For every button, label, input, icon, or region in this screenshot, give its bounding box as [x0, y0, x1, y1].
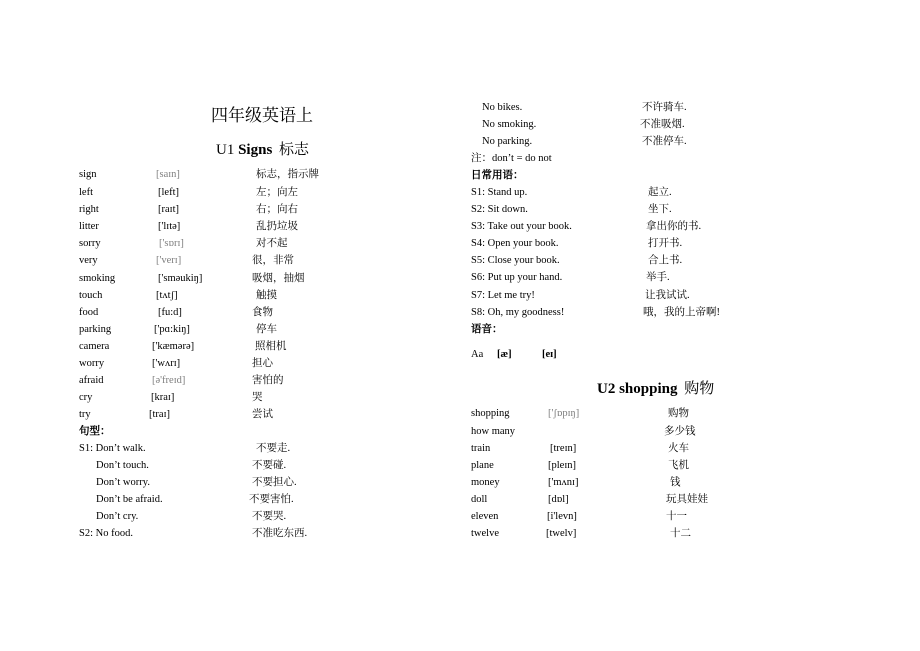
unit2-heading [597, 380, 714, 398]
pattern-en: Don’t cry. [96, 511, 139, 522]
daily-cn: 让我试试. [645, 290, 690, 301]
vocab-ipa: [fu:d] [158, 307, 182, 318]
vocab-ipa: ['pɑ:kiŋ] [154, 324, 190, 335]
vocab-word: very [79, 255, 98, 266]
vocab-ipa: ['wʌrɪ] [152, 358, 181, 369]
vocab-word: plane [471, 460, 494, 471]
daily-en: S8: Oh, my goodness! [471, 307, 565, 318]
vocab-cn: 乱扔垃圾 [256, 221, 298, 232]
vocab-cn: 很，非常 [252, 255, 294, 266]
patterns-label: 句型： [79, 426, 111, 437]
vocab-cn: 多少钱 [664, 426, 696, 437]
vocab-cn: 照相机 [255, 341, 287, 352]
vocab-word: afraid [79, 375, 104, 386]
vocab-word: touch [79, 290, 103, 301]
vocab-ipa: ['sɒrɪ] [159, 238, 184, 249]
vocab-ipa: ['sməukiŋ] [158, 273, 203, 284]
vocab-ipa: ['mʌnɪ] [548, 477, 579, 488]
no-sign-en: No parking. [482, 136, 533, 147]
note: 注：don’t = do not [471, 153, 552, 164]
no-sign-cn: 不准吸烟. [640, 119, 685, 130]
pattern-en: S2: No food. [79, 528, 133, 539]
pattern-en: S1: Don’t walk. [79, 443, 146, 454]
daily-cn: 坐下. [648, 204, 672, 215]
vocab-cn: 尝试 [252, 409, 273, 420]
vocab-word: shopping [471, 408, 510, 419]
daily-en: S2: Sit down. [471, 204, 528, 215]
vocab-ipa: [ə'freɪd] [152, 375, 186, 386]
vocab-cn: 担心 [252, 358, 273, 369]
unit1-title-cn: 标志 [279, 142, 310, 158]
no-sign-cn: 不准停车. [642, 136, 687, 147]
vocab-cn: 食物 [252, 307, 273, 318]
daily-cn: 举手. [646, 272, 670, 283]
vocab-word: doll [471, 494, 488, 505]
vocab-word: worry [79, 358, 105, 369]
vocab-word: cry [79, 392, 93, 403]
daily-en: S6: Put up your hand. [471, 272, 563, 283]
daily-cn: 打开书. [648, 238, 683, 249]
vocab-word: eleven [471, 511, 499, 522]
vocab-ipa: [tʌtʃ] [156, 290, 178, 301]
vocab-word: parking [79, 324, 112, 335]
daily-en: S4: Open your book. [471, 238, 559, 249]
vocab-ipa: [twelv] [546, 528, 577, 539]
unit1-heading [216, 141, 309, 159]
vocab-cn: 十一 [666, 511, 687, 522]
pattern-cn: 不要碰. [252, 460, 287, 471]
pattern-cn: 不要害怕. [249, 494, 294, 505]
vocab-word: try [79, 409, 91, 420]
vocab-word: food [79, 307, 99, 318]
daily-cn: 合上书. [648, 255, 683, 266]
vocab-cn: 哭 [252, 392, 263, 403]
daily-en: S1: Stand up. [471, 187, 528, 198]
vocab-ipa: [left] [158, 187, 179, 198]
vocab-word: left [79, 187, 93, 198]
vocab-ipa: [i'levn] [547, 511, 577, 522]
vocab-word: train [471, 443, 491, 454]
phonics-sound-1: [æ] [497, 349, 512, 360]
pattern-en: Don’t worry. [96, 477, 150, 488]
vocab-cn: 触摸 [256, 290, 277, 301]
daily-en: S5: Close your book. [471, 255, 560, 266]
vocab-cn: 停车 [256, 324, 277, 335]
vocab-word: twelve [471, 528, 499, 539]
vocab-ipa: [dɒl] [548, 494, 569, 505]
pattern-cn: 不要担心. [252, 477, 297, 488]
vocab-word: litter [79, 221, 99, 232]
pattern-cn: 不要走. [256, 443, 291, 454]
no-sign-en: No smoking. [482, 119, 537, 130]
phonics-letter: Aa [471, 349, 484, 360]
pattern-cn: 不准吃东西. [252, 528, 308, 539]
unit1-code: U1 [216, 142, 235, 158]
vocab-word: right [79, 204, 99, 215]
no-sign-en: No bikes. [482, 102, 523, 113]
pattern-en: Don’t be afraid. [96, 494, 163, 505]
vocab-cn: 火车 [668, 443, 689, 454]
pattern-cn: 不要哭. [252, 511, 287, 522]
vocab-ipa: [kraɪ] [151, 392, 175, 403]
unit1-title-en: Signs [238, 142, 273, 158]
vocab-cn: 十二 [670, 528, 691, 539]
unit2-title-en: U2 shopping [597, 381, 678, 397]
vocab-cn: 左；向左 [256, 187, 298, 198]
vocab-cn: 飞机 [668, 460, 689, 471]
daily-cn: 起立. [648, 187, 672, 198]
vocab-word: sign [79, 169, 97, 180]
vocab-cn: 对不起 [256, 238, 288, 249]
daily-en: S3: Take out your book. [471, 221, 572, 232]
phonics-sound-2: [eɪ] [542, 349, 557, 360]
vocab-ipa: [raɪt] [158, 204, 179, 215]
vocab-word: money [471, 477, 500, 488]
vocab-cn: 标志，指示牌 [256, 169, 319, 180]
vocab-ipa: ['verɪ] [156, 255, 182, 266]
vocab-ipa: [pleɪn] [548, 460, 576, 471]
daily-cn: 哦，我的上帝啊! [643, 307, 720, 318]
vocab-ipa: [traɪ] [149, 409, 170, 420]
daily-cn: 拿出你的书. [646, 221, 702, 232]
pattern-en: Don’t touch. [96, 460, 149, 471]
vocab-cn: 购物 [668, 408, 689, 419]
vocab-word: how many [471, 426, 516, 437]
vocab-cn: 玩具娃娃 [666, 494, 708, 505]
vocab-cn: 右；向右 [256, 204, 298, 215]
vocab-word: camera [79, 341, 110, 352]
unit2-title-cn: 购物 [684, 381, 715, 397]
vocab-word: smoking [79, 273, 116, 284]
vocab-ipa: ['kæmərə] [152, 341, 195, 352]
vocab-cn: 钱 [670, 477, 681, 488]
phonics-label: 语音： [471, 324, 503, 335]
daily-en: S7: Let me try! [471, 290, 535, 301]
vocab-cn: 害怕的 [252, 375, 284, 386]
vocab-ipa: ['ʃɒpɪŋ] [548, 408, 580, 419]
no-sign-cn: 不许骑车. [642, 102, 687, 113]
vocab-ipa: ['lɪtə] [158, 221, 181, 232]
vocab-word: sorry [79, 238, 101, 249]
vocab-ipa: [treɪn] [550, 443, 577, 454]
vocab-ipa: [saɪn] [156, 169, 180, 180]
page-title: 四年级英语上 [211, 106, 313, 125]
vocab-cn: 吸烟，抽烟 [252, 273, 305, 284]
daily-label: 日常用语： [471, 170, 524, 181]
